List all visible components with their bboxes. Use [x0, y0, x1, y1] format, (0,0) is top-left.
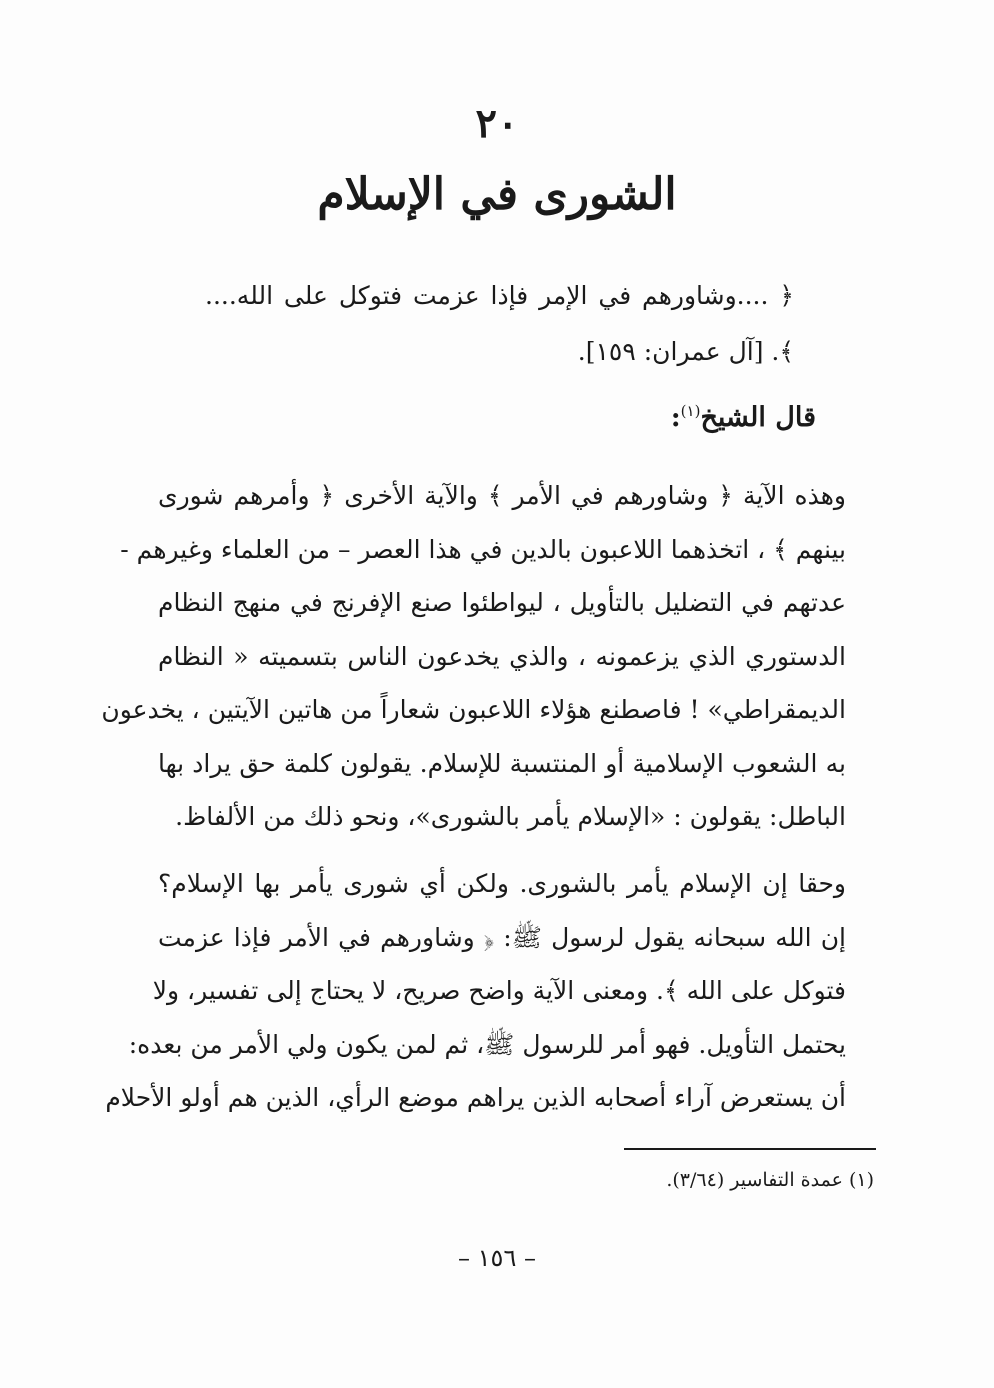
paragraph-line: به الشعوب الإسلامية أو المنتسبة للإسلام. يقولون كلمة حق يراد بها — [158, 748, 846, 778]
chapter-title: الشورى في الإسلام — [317, 169, 677, 220]
speaker-colon: : — [670, 402, 681, 433]
paragraph-line: الباطل: يقولون : «الإسلام يأمر بالشورى»، ونحو ذلك من الألفاظ. — [175, 802, 846, 831]
paragraph-line: وحقا إن الإسلام يأمر بالشورى. ولكن أي شورى يأمر بها الإسلام؟ — [158, 869, 846, 898]
paragraph-line: أن يستعرض آراء أصحابه الذين يراهم موضع الرأي، الذين هم أولو الأحلام — [105, 1083, 846, 1112]
quran-epigraph: ﴿ ....وشاورهم في الإمر فإذا عزمت فتوكل على الله.... ﴾. [آل عمران: ١٥٩]. — [205, 281, 794, 366]
paragraph-line: الدستوري الذي يزعمونه ، والذي يخدعون الناس بتسميته « النظام — [158, 641, 846, 671]
footnote-divider — [624, 1148, 876, 1150]
page-number: – ١٥٦ – — [458, 1244, 536, 1272]
paragraph-line: يحتمل التأويل. فهو أمر للرسول ﷺ، ثم لمن يكون ولي الأمر من بعده: — [128, 1029, 846, 1059]
paragraph-line: فتوكل على الله ﴾. ومعنى الآية واضح صريح، لا يحتاج إلى تفسير، ولا — [152, 976, 846, 1005]
footnote-marker[interactable]: (١) — [680, 402, 701, 420]
chapter-number: ٢٠ — [475, 100, 519, 147]
speaker-label: قال الشيخ — [700, 402, 816, 433]
body-paragraph-2 — [105, 857, 846, 1125]
body-paragraph-1 — [101, 469, 846, 844]
paragraph-line: بينهم ﴾ ، اتخذهما اللاعبون بالدين في هذا العصر – من العلماء وغيرهم - — [120, 534, 846, 564]
paragraph-line: إن الله سبحانه يقول لرسول ﷺ: ﴿ وشاورهم في الأمر فإذا عزمت — [158, 922, 846, 952]
speaker-heading — [671, 386, 816, 443]
footnote: (١) عمدة التفاسير (٣/٦٤). — [666, 1169, 874, 1191]
paragraph-line: وهذه الآية ﴿ وشاورهم في الأمر ﴾ والآية الأخرى ﴿ وأمرهم شورى — [158, 481, 846, 510]
paragraph-line: الديمقراطي» ! فاصطنع هؤلاء اللاعبون شعاراً من هاتين الآيتين ، يخدعون — [101, 695, 846, 724]
paragraph-line: عدتهم في التضليل بالتأويل ، ليواطئوا صنع الإفرنج في منهج النظام — [158, 588, 846, 617]
